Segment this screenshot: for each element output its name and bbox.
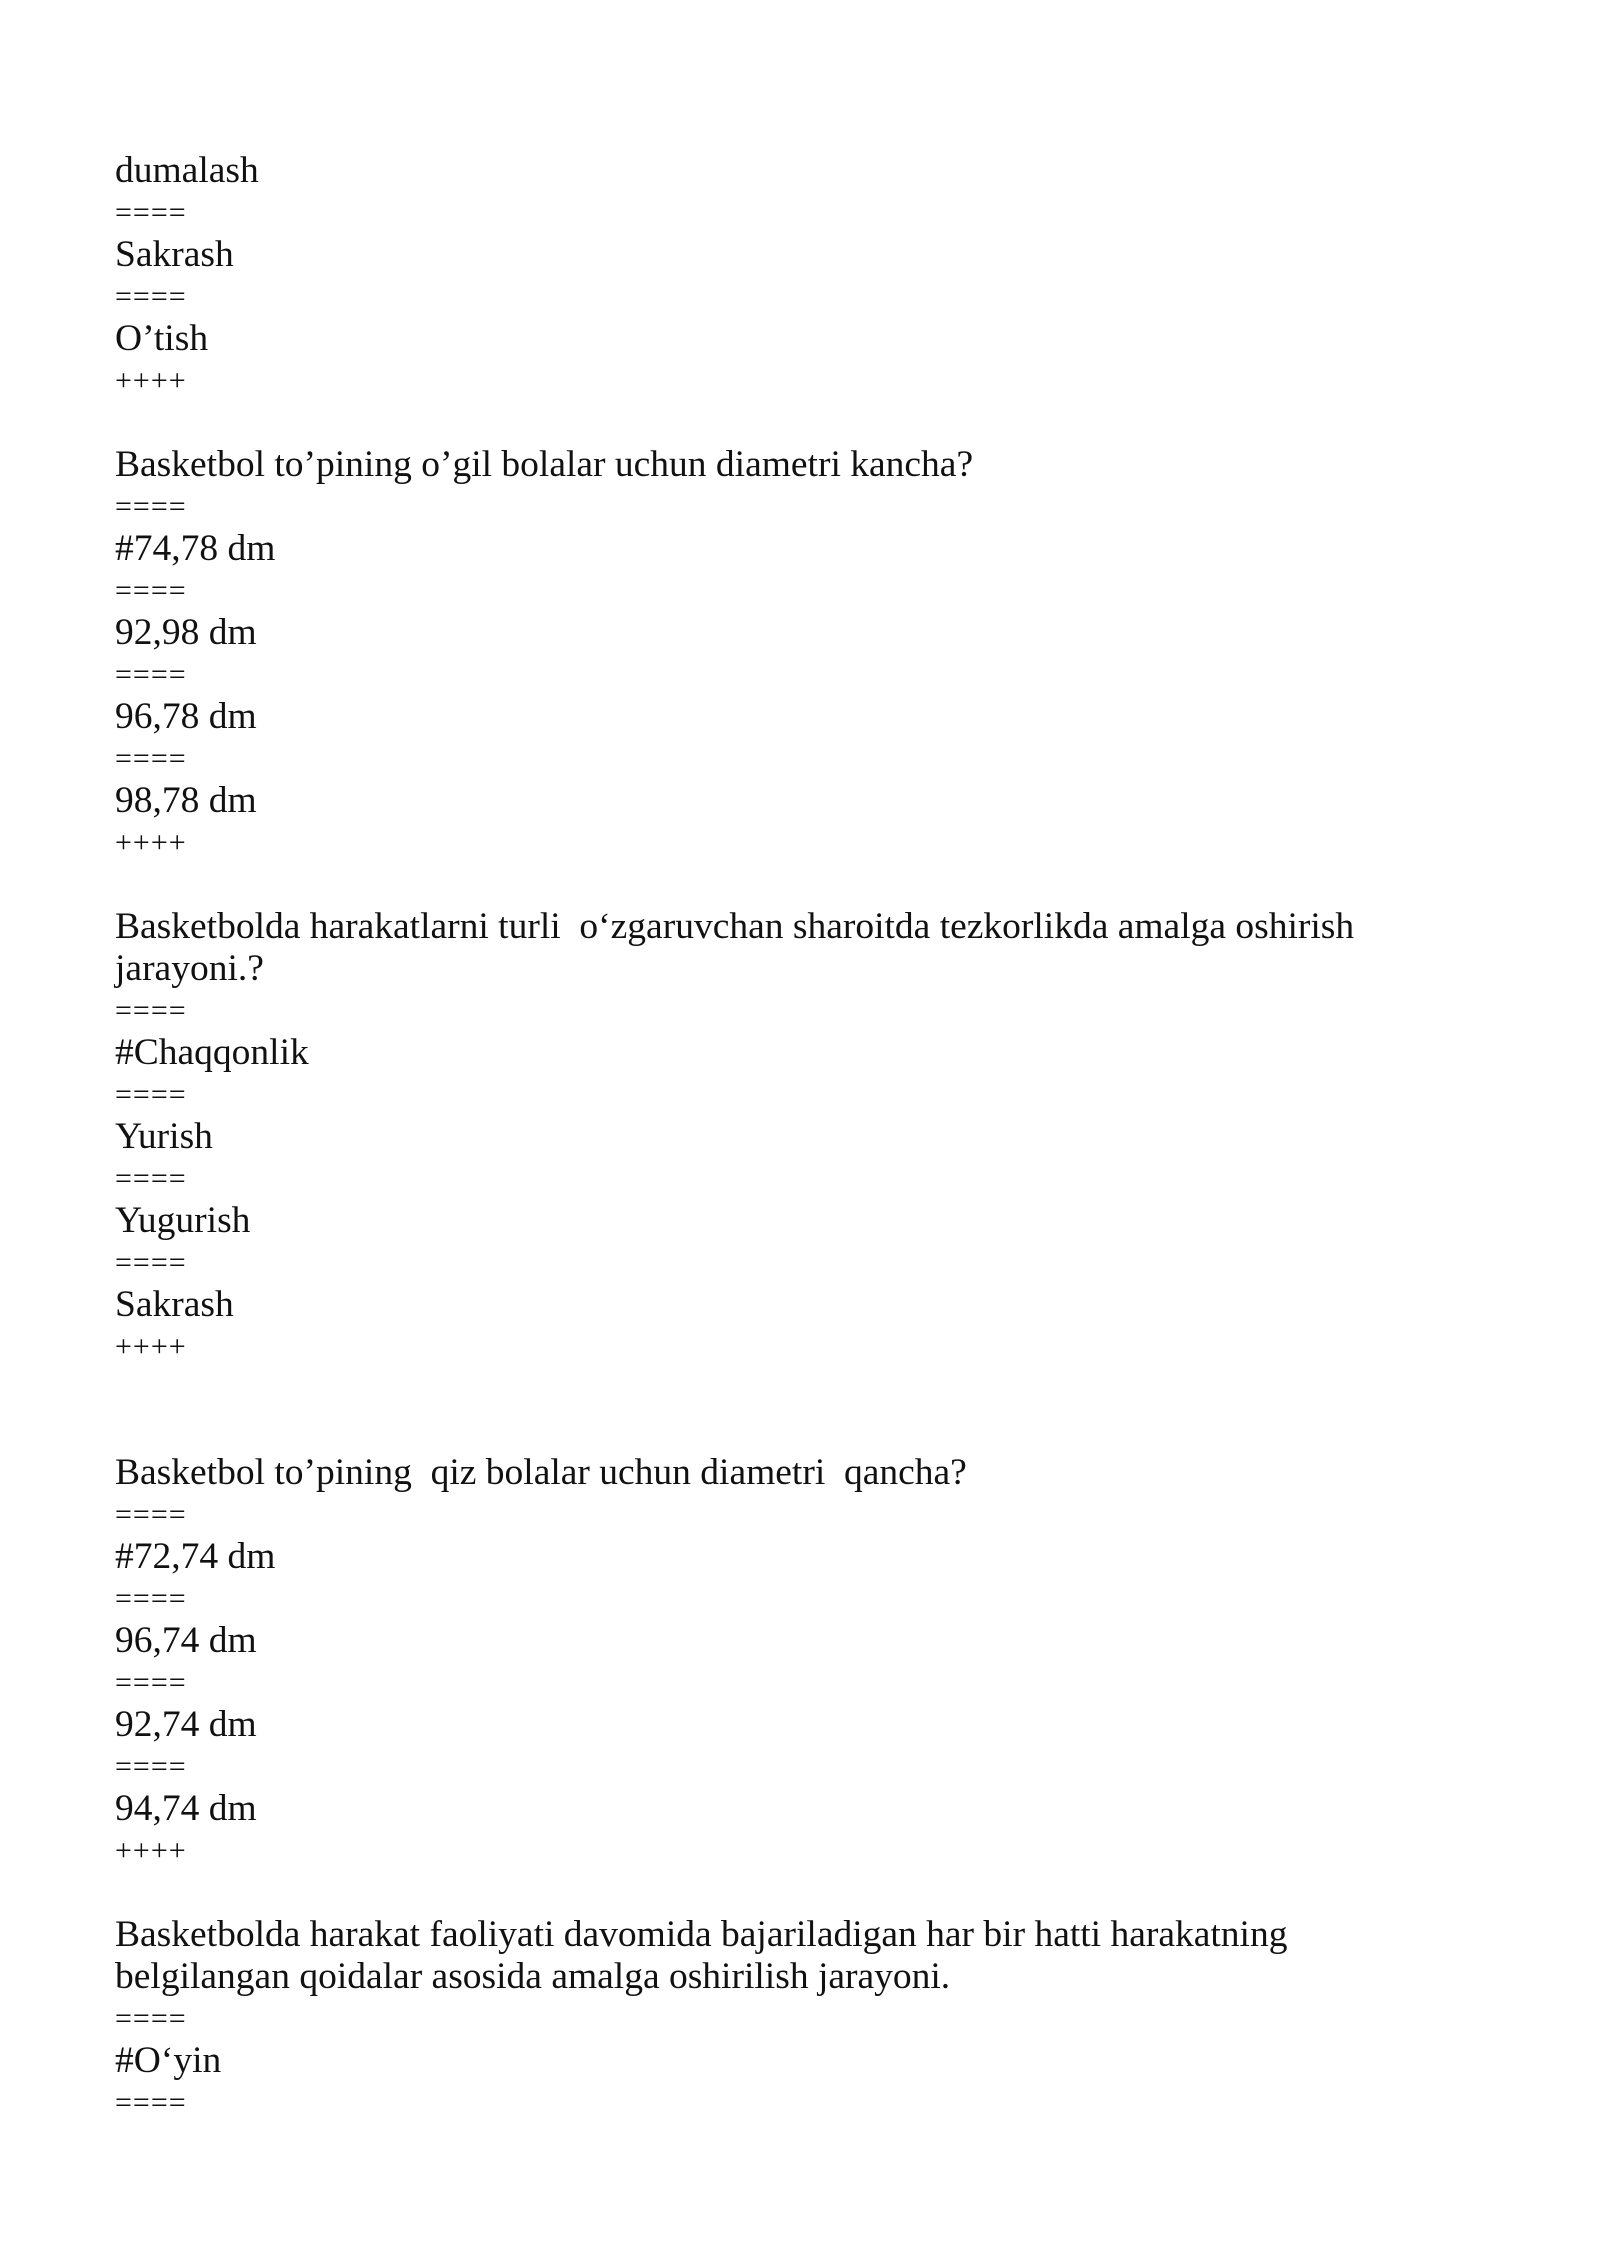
answer-option: 98,78 dm [115, 780, 257, 821]
separator: ==== [115, 280, 187, 313]
separator: ==== [115, 1246, 187, 1279]
separator: ==== [115, 658, 187, 691]
separator: ==== [115, 490, 187, 523]
separator: ==== [115, 574, 187, 607]
question-end-marker: ++++ [115, 1330, 187, 1363]
question-text: Basketbolda harakatlarni turli o‘zgaruvchan sharoitda tezkorlikda amalga oshirish [115, 906, 1355, 947]
spacer [115, 1368, 1485, 1452]
question-text: Basketbolda harakat faoliyati davomida bajariladigan har bir hatti harakatning [115, 1914, 1288, 1955]
question-text: Basketbol to’pining o’gil bolalar uchun diametri kancha? [115, 444, 974, 485]
answer-option: Sakrash [115, 234, 234, 275]
answer-option: 92,98 dm [115, 612, 257, 653]
question-text: Basketbol to’pining qiz bolalar uchun diametri qancha? [115, 1452, 967, 1493]
answer-option: 96,78 dm [115, 696, 257, 737]
answer-option: O’tish [115, 318, 209, 359]
spacer [115, 864, 1485, 906]
answer-option: Sakrash [115, 1284, 234, 1325]
answer-option: 96,74 dm [115, 1620, 257, 1661]
correct-answer-option: #72,74 dm [115, 1536, 276, 1577]
correct-answer-option: #Chaqqonlik [115, 1032, 309, 1073]
answer-option: Yurish [115, 1116, 213, 1157]
question-end-marker: ++++ [115, 1834, 187, 1867]
spacer [115, 1872, 1485, 1914]
separator: ==== [115, 994, 187, 1027]
correct-answer-option: #O‘yin [115, 2040, 222, 2081]
answer-option: 94,74 dm [115, 1788, 257, 1829]
separator: ==== [115, 742, 187, 775]
question-text-continued: jarayoni.? [115, 948, 264, 989]
separator: ==== [115, 2086, 187, 2119]
question-end-marker: ++++ [115, 364, 187, 397]
answer-option: Yugurish [115, 1200, 251, 1241]
separator: ==== [115, 1078, 187, 1111]
separator: ==== [115, 1582, 187, 1615]
separator: ==== [115, 1162, 187, 1195]
separator: ==== [115, 1750, 187, 1783]
separator: ==== [115, 1666, 187, 1699]
spacer [115, 402, 1485, 444]
document-page [115, 150, 1485, 2124]
separator: ==== [115, 2002, 187, 2035]
separator: ==== [115, 1498, 187, 1531]
separator: ==== [115, 196, 187, 229]
answer-option: dumalash [115, 150, 259, 191]
answer-option: 92,74 dm [115, 1704, 257, 1745]
question-text-continued: belgilangan qoidalar asosida amalga oshirilish jarayoni. [115, 1956, 951, 1997]
correct-answer-option: #74,78 dm [115, 528, 276, 569]
question-end-marker: ++++ [115, 826, 187, 859]
